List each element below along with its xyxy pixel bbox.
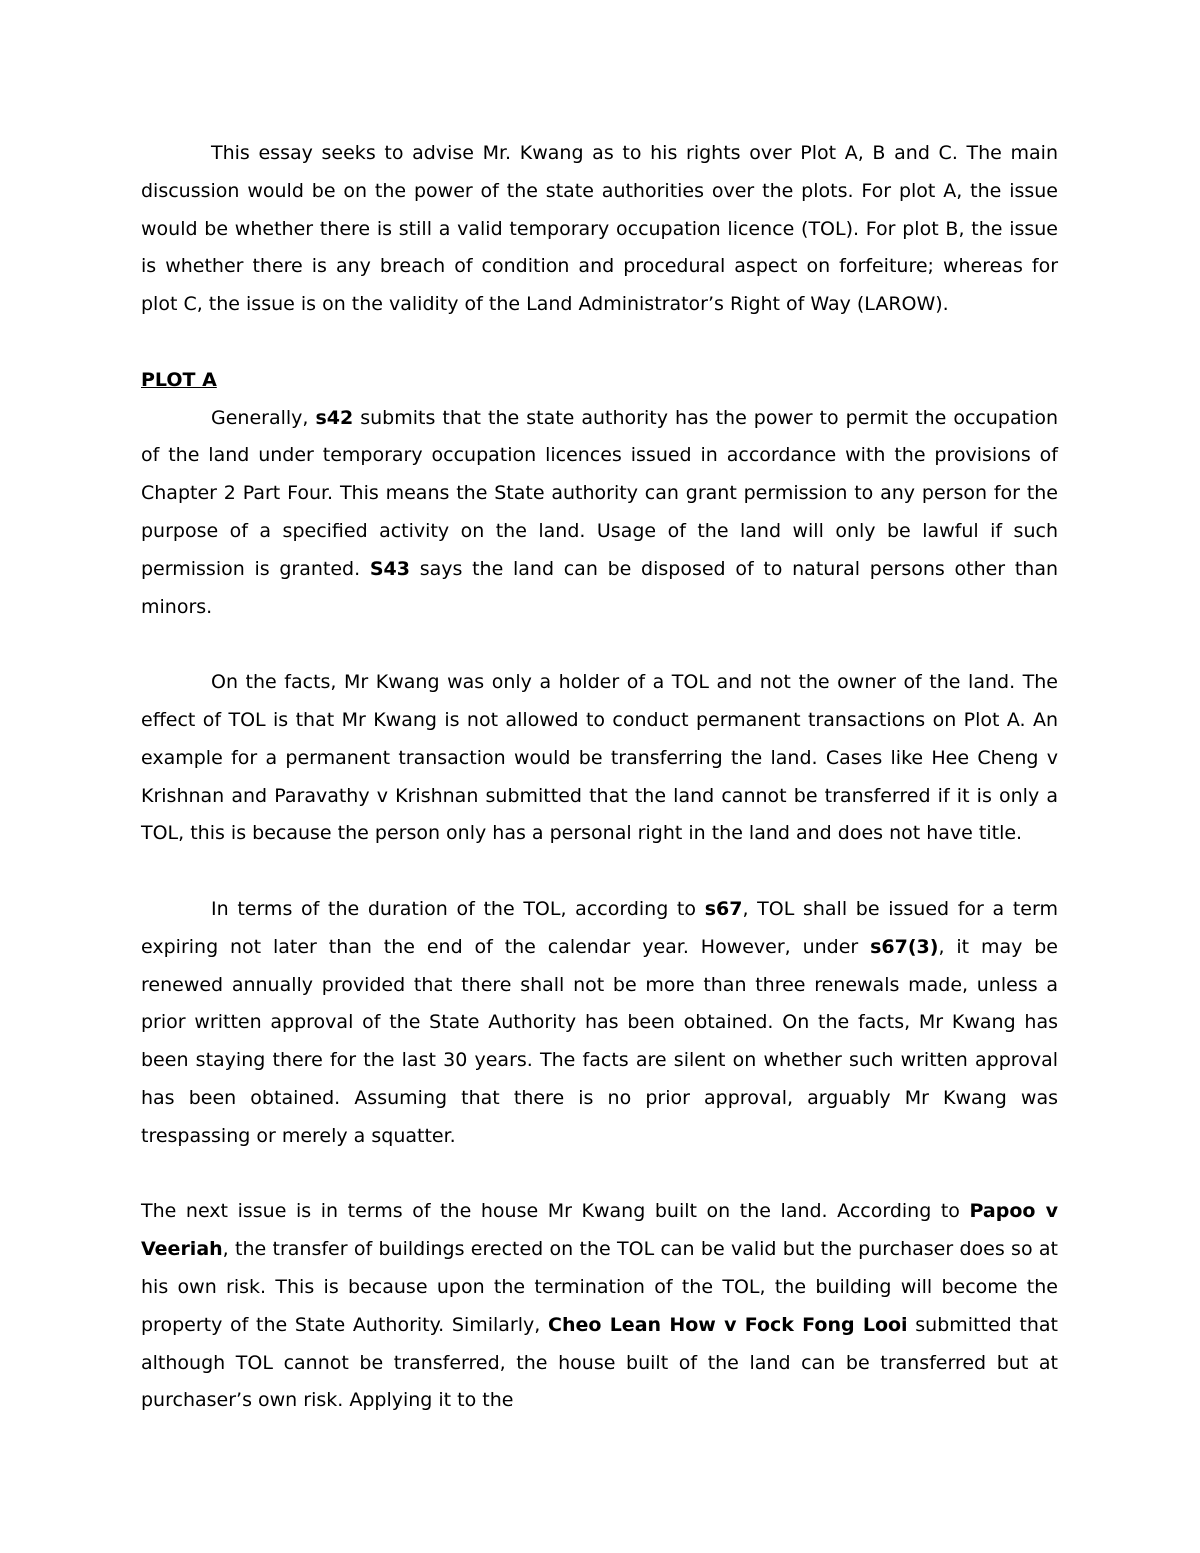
p4-text-c: , the transfer of buildings erected on the TOL can be valid but the purchaser does so at his own risk. This is because upon the termination of the TOL, the building will become the property of the State Authority. Similarly, xyxy=(141,1238,1058,1336)
plot-a-paragraph-4 xyxy=(141,1193,1058,1420)
section-42-ref: s42 xyxy=(315,406,354,429)
intro-paragraph xyxy=(141,135,1058,324)
p1-text-d: says the land can be disposed of to natural persons other than minors. xyxy=(141,557,1058,618)
plot-a-heading: PLOT A xyxy=(141,368,217,391)
section-43-ref: S43 xyxy=(369,557,410,580)
case-cheo-lean-how: Cheo Lean How v Fock Fong Looi xyxy=(548,1313,908,1336)
section-67-ref: s67 xyxy=(704,897,743,920)
intro-text: This essay seeks to advise Mr. Kwang as to his rights over Plot A, B and C. The main discussion would be on the power of the state authorities over the plots. For plot A, the issue would be whether there is still a valid temporary occupation licence (TOL). For plot B, the issue is whether there is any breach of condition and procedural aspect on forfeiture; whereas for plot C, the issue is on the validity of the Land Administrator’s Right of Way (LAROW). xyxy=(141,142,1058,316)
section-67-3-ref: s67(3) xyxy=(870,935,939,958)
p1-text-c: submits that the state authority has the power to permit the occupation of the land under temporary occupation licences issued in accordance with the provisions of Chapter 2 Part Four. This means the State authority can grant permission to any person for the purpose of a specified activity on the land. Usage of the land will only be lawful if such permission is granted. xyxy=(141,406,1058,580)
case-papoo-v-veeriah: Papoo v Veeriah xyxy=(141,1200,1058,1261)
plot-a-paragraph-3 xyxy=(141,891,1058,1156)
p3-text-a: In terms of the duration of the TOL, according to xyxy=(211,897,705,920)
plot-a-paragraph-2 xyxy=(141,664,1058,853)
p4-text-d: submitted that although TOL cannot be transferred, the house built of the land can be transferred but at purchaser’s own risk. Applying it to the xyxy=(141,1313,1058,1412)
p2-text: On the facts, Mr Kwang was only a holder of a TOL and not the owner of the land. The effect of TOL is that Mr Kwang is not allowed to conduct permanent transactions on Plot A. An example for a permanent transaction would be transferring the land. Cases like Hee Cheng v Krishnan and Paravathy v Krishnan submitted that the land cannot be transferred if it is only a TOL, this is because the person only has a personal right in the land and does not have title. xyxy=(141,671,1058,845)
p1-text-a: Generally, xyxy=(211,406,316,429)
p4-text-a: The next issue is in terms of the house Mr Kwang built on the land. According to xyxy=(141,1200,970,1223)
plot-a-paragraph-1 xyxy=(141,400,1058,627)
p3-text-d: , it may be renewed annually provided that there shall not be more than three renewals made, unless a prior written approval of the State Authority has been obtained. On the facts, Mr Kwang has been staying there for the last 30 years. The facts are silent on whether such written approval has been obtained. Assuming that there is no prior approval, arguably Mr Kwang was trespassing or merely a squatter. xyxy=(141,935,1058,1147)
p3-text-c: , TOL shall be issued for a term expiring not later than the end of the calendar year. However, under xyxy=(141,897,1058,958)
document-page xyxy=(141,135,1058,1420)
